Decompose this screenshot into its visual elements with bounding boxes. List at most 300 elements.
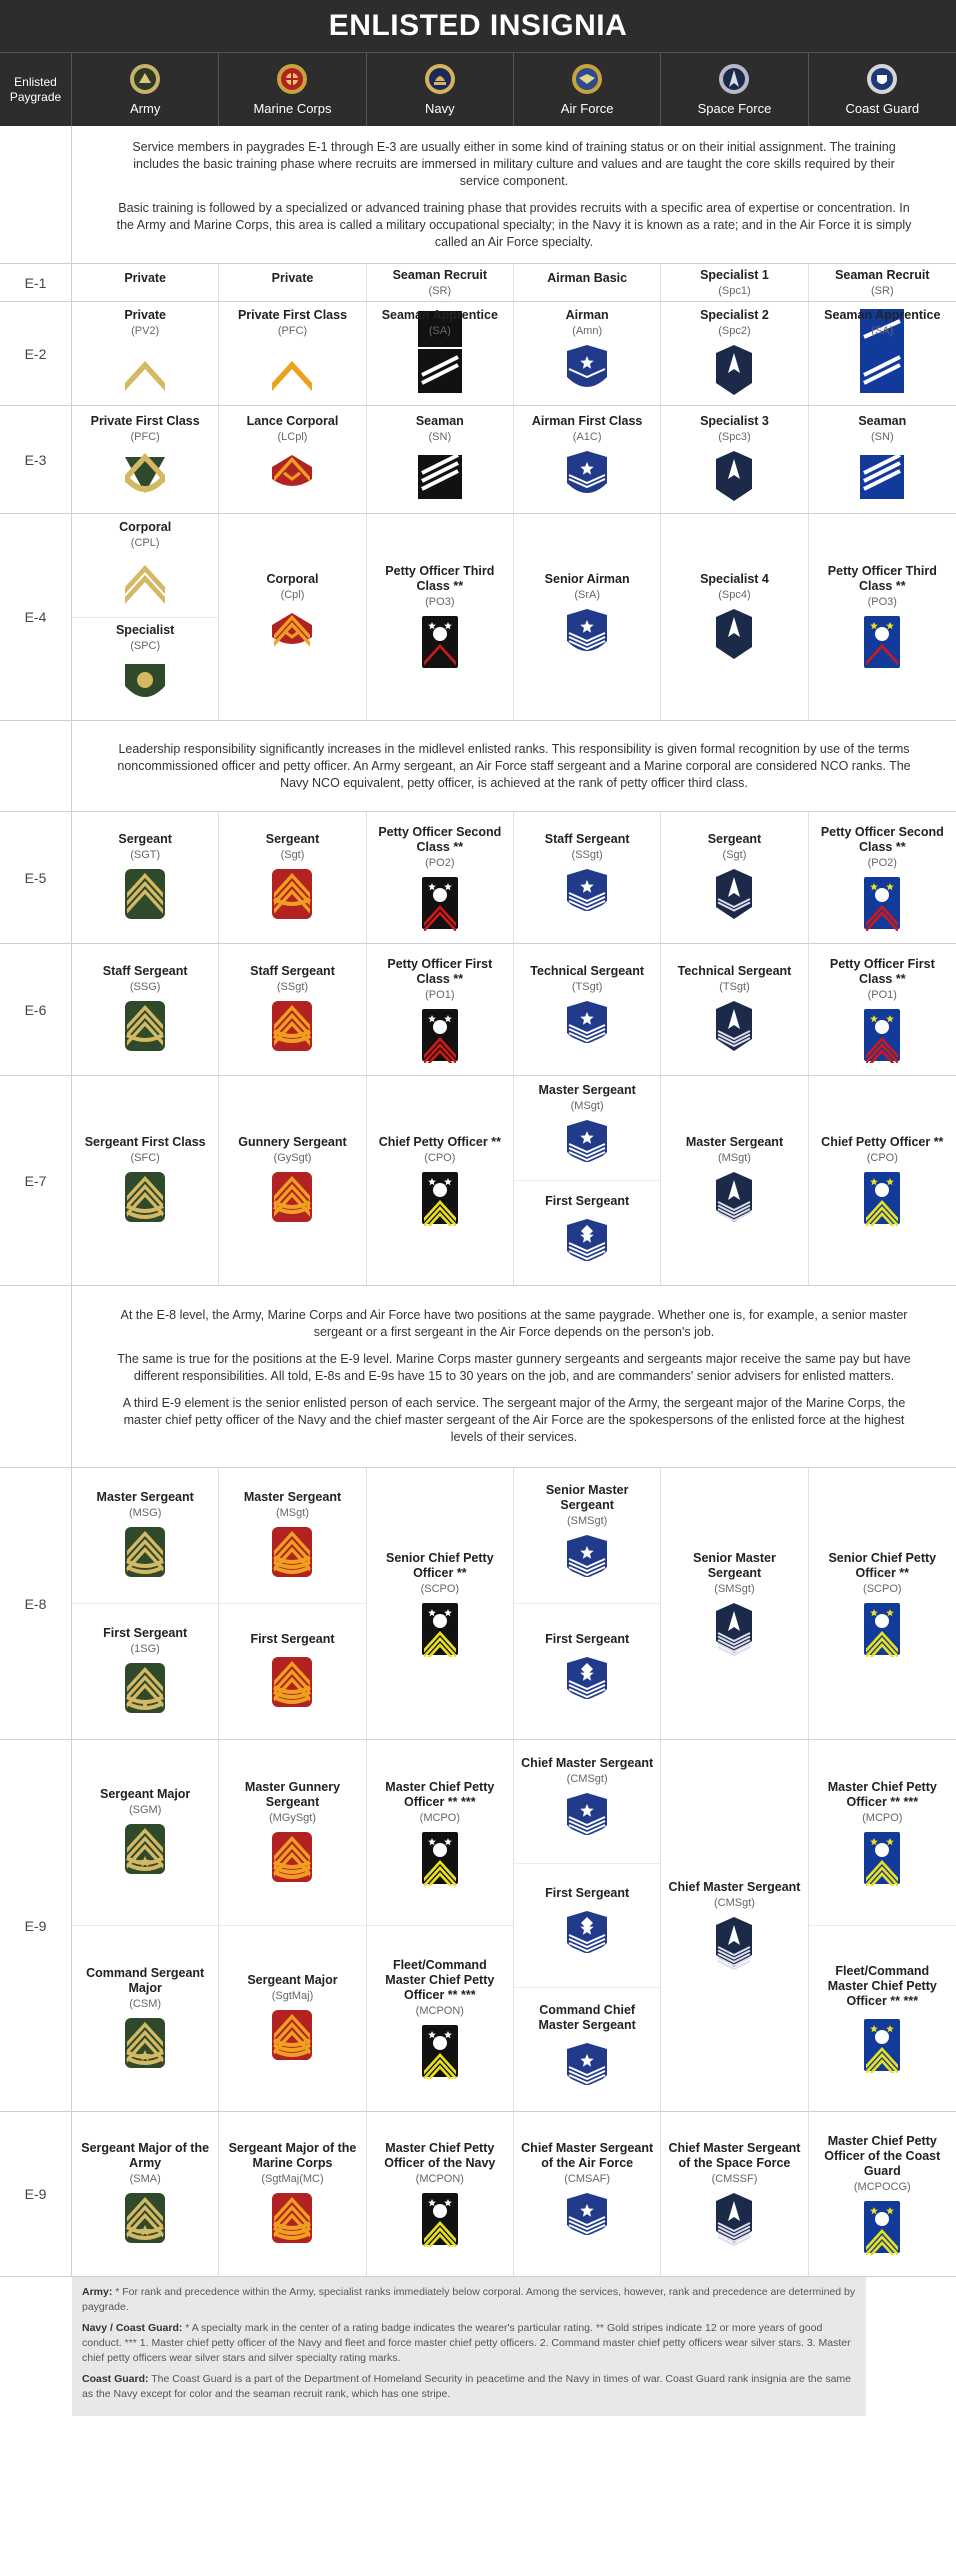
rank-column xyxy=(661,264,808,301)
rank-cell xyxy=(219,406,365,513)
rank-abbreviation: (MSG) xyxy=(128,1507,162,1519)
rank-cell xyxy=(809,812,956,943)
army-rank-insignia-icon xyxy=(121,449,169,505)
rank-abbreviation: (TSgt) xyxy=(719,981,750,993)
rank-column xyxy=(219,514,366,720)
rank-abbreviation: (SSgt) xyxy=(571,849,603,861)
coast-guard-rank-insignia-icon xyxy=(858,1007,906,1063)
navy-rank-insignia-icon xyxy=(416,343,464,399)
note-paragraph: The same is true for the positions at the E-9 level. Marine Corps master gunnery sergeants and sergeants major receive the same pay but have different responsibilities. All told, E-8s and E-9s have 15 to 30 years on the job, and are commanders' senior advisers for enlisted matters. xyxy=(117,1352,911,1383)
air-force-rank-insignia-icon xyxy=(563,449,611,505)
rank-abbreviation: (PFC) xyxy=(130,431,160,443)
rank-column xyxy=(72,2112,219,2276)
paygrade-row xyxy=(0,944,956,1076)
rank-abbreviation: (PV2) xyxy=(131,325,160,337)
rank-column xyxy=(219,1076,366,1285)
space-force-rank-insignia-icon xyxy=(710,2191,758,2247)
army-rank-insignia-icon xyxy=(121,555,169,611)
rank-abbreviation: (MCPON) xyxy=(415,2005,464,2017)
paygrade-label: E-2 xyxy=(0,302,72,405)
rank-name: Staff Sergeant xyxy=(102,964,188,978)
rank-cell xyxy=(72,1925,218,2111)
army-rank-insignia-icon xyxy=(121,1170,169,1226)
paygrade-header: Enlisted Paygrade xyxy=(0,53,72,126)
rank-name: Lance Corporal xyxy=(246,414,339,428)
rank-column xyxy=(809,1740,956,2111)
rank-name: Airman Basic xyxy=(547,271,628,285)
rank-column xyxy=(809,944,956,1075)
rank-column xyxy=(661,812,808,943)
rank-name: Gunnery Sergeant xyxy=(238,1135,347,1149)
rank-name: First Sergeant xyxy=(103,1626,188,1640)
paygrade-row xyxy=(0,302,956,406)
army-rank-insignia-icon xyxy=(121,999,169,1055)
rank-column xyxy=(661,302,808,405)
rank-name: Chief Master Sergeant of the Air Force xyxy=(521,2141,654,2170)
rank-cell xyxy=(219,1076,365,1285)
rank-name: Specialist 2 xyxy=(700,308,769,322)
rank-column xyxy=(367,2112,514,2276)
rank-column xyxy=(514,406,661,513)
rank-name: Sergeant First Class xyxy=(84,1135,206,1149)
navy-rank-insignia-icon xyxy=(416,1830,464,1886)
rank-name: Corporal xyxy=(119,519,172,534)
rank-abbreviation: (Sgt) xyxy=(722,849,747,861)
space-force-rank-insignia-icon xyxy=(710,999,758,1055)
rank-abbreviation: (CMSgt) xyxy=(566,1773,608,1785)
rank-cell xyxy=(72,1740,218,1925)
rank-abbreviation: (SA) xyxy=(871,325,894,337)
rank-column xyxy=(219,1740,366,2111)
rank-cell xyxy=(72,406,218,513)
marine-corps-seal-icon xyxy=(276,63,308,95)
rank-name: Petty Officer Second Class ** xyxy=(820,824,944,854)
rank-cell xyxy=(809,1925,956,2111)
note-paragraph: A third E-9 element is the senior enlisted person of each service. The sergeant major of the Army, the sergeant major of the Marine Corps, the master chief petty officer of the Navy and the chief master sergeant of the Air Force are the spokespersons of the enlisted force at the highest levels of their services. xyxy=(122,1396,906,1444)
rank-cell xyxy=(514,514,660,720)
rank-cell xyxy=(514,812,660,943)
rank-column xyxy=(809,264,956,301)
paygrade-label: E-4 xyxy=(0,514,72,720)
rank-abbreviation: (SSG) xyxy=(129,981,161,993)
paygrade-row xyxy=(0,1468,956,1740)
rank-column xyxy=(367,302,514,405)
rank-abbreviation: (PO1) xyxy=(425,988,455,1001)
paygrade-row xyxy=(0,2112,956,2277)
rank-cell xyxy=(809,406,956,513)
service-coast-guard xyxy=(809,53,956,126)
rank-abbreviation: (GySgt) xyxy=(273,1152,312,1164)
rank-abbreviation: (SrA) xyxy=(574,588,600,601)
paygrade-label: E-5 xyxy=(0,812,72,943)
rank-abbreviation: (Cpl) xyxy=(280,588,305,601)
rank-abbreviation: (SMSgt) xyxy=(714,1582,755,1595)
rank-name: Seaman xyxy=(858,414,907,428)
rank-name: Petty Officer Third Class ** xyxy=(827,564,937,593)
army-rank-insignia-icon xyxy=(121,343,169,399)
paygrade-label: E-7 xyxy=(0,1076,72,1285)
section-note xyxy=(0,721,956,812)
column-header xyxy=(0,52,956,126)
footnote-navy-coast-guard: Navy / Coast Guard: * A specialty mark in the center of a rating badge indicates the wearer's particular rating. ** Gold stripes indicate 12 or more years of good conduct. *** 1. Master chief petty officer of the Navy and fleet and force master chief petty officers. 2. Command master chief petty officers wear silver stars. 3. Master chief petty officers wear silver stars and silver specialty rating marks. xyxy=(82,2322,851,2364)
note-paragraph: At the E-8 level, the Army, Marine Corps and Air Force have two positions at the same paygrade. Whether one is, for example, a senior master sergeant or a first sergeant in the Air Force depends on the person's job. xyxy=(120,1308,908,1339)
marine-rank-insignia-icon xyxy=(268,1655,316,1711)
rank-cell xyxy=(809,302,956,405)
rank-abbreviation: (SR) xyxy=(871,285,894,297)
rank-cell xyxy=(219,944,365,1075)
rank-name: Chief Petty Officer ** xyxy=(821,1135,944,1149)
rank-abbreviation: (PO3) xyxy=(867,596,897,608)
rank-abbreviation: (SMA) xyxy=(129,2173,161,2185)
rank-cell xyxy=(809,1468,956,1739)
footnote-army: Army: * For rank and precedence within the Army, specialist ranks immediately below corporal. Among the services, however, rank and precedence are determined by paygrade. xyxy=(82,2286,856,2313)
rank-column xyxy=(514,2112,661,2276)
air-force-rank-insignia-icon xyxy=(563,1533,611,1589)
rank-cell xyxy=(661,264,807,307)
rank-cell xyxy=(661,2112,807,2276)
rank-name: Sergeant xyxy=(265,832,320,846)
rank-name: Seaman Apprentice xyxy=(381,308,498,322)
rank-column xyxy=(809,514,956,720)
rank-name: Petty Officer Third Class ** xyxy=(385,564,495,593)
rank-cell xyxy=(72,2112,218,2276)
rank-abbreviation: (1SG) xyxy=(130,1643,160,1655)
rank-abbreviation: (SGM) xyxy=(128,1804,162,1816)
rank-name: First Sergeant xyxy=(250,1632,335,1646)
rank-abbreviation: (CPO) xyxy=(866,1152,898,1164)
rank-column xyxy=(661,1468,808,1739)
rank-name: Private First Class xyxy=(237,308,348,322)
rank-column xyxy=(809,406,956,513)
service-label: Air Force xyxy=(560,101,614,116)
note-text xyxy=(72,721,956,811)
army-seal-icon xyxy=(129,63,161,95)
rank-name: Master Sergeant xyxy=(538,1082,636,1097)
service-air-force xyxy=(514,53,661,126)
rank-abbreviation: (MCPO) xyxy=(862,1811,903,1824)
rank-name: Technical Sergeant xyxy=(530,964,644,978)
rank-cell xyxy=(514,302,660,405)
coast-guard-rank-insignia-icon xyxy=(858,875,906,931)
rank-cell xyxy=(72,264,218,301)
army-rank-insignia-icon xyxy=(121,658,169,714)
space-force-rank-insignia-icon xyxy=(710,607,758,663)
rank-cell xyxy=(219,2112,365,2276)
rank-column xyxy=(809,2112,956,2276)
rank-cell xyxy=(367,1468,513,1739)
rank-name: Master Sergeant xyxy=(243,1490,342,1504)
rank-cell xyxy=(219,302,365,405)
rank-column xyxy=(219,264,366,301)
navy-rank-insignia-icon xyxy=(416,2023,464,2079)
rank-cell xyxy=(72,302,218,405)
rank-name: Master Chief Petty Officer of the Navy xyxy=(384,2141,496,2170)
rank-name: Specialist xyxy=(115,623,175,638)
coast-guard-rank-insignia-icon xyxy=(858,449,906,505)
rank-abbreviation: (PO2) xyxy=(867,856,897,869)
rank-name: Senior Master Sergeant xyxy=(545,1482,629,1512)
marine-rank-insignia-icon xyxy=(268,2008,316,2064)
rank-cell xyxy=(661,406,807,513)
rank-name: Seaman Apprentice xyxy=(824,308,941,322)
section-note xyxy=(0,1286,956,1468)
rank-column xyxy=(514,812,661,943)
coast-guard-seal-icon xyxy=(866,63,898,95)
coast-guard-rank-insignia-icon xyxy=(858,614,906,670)
rank-abbreviation: (Spc3) xyxy=(718,431,751,443)
note-paragraph: Leadership responsibility significantly increases in the midlevel enlisted ranks. This responsibility is given formal recognition by use of the terms noncommissioned officer and petty officer. An Army sergeant, an Air Force staff sergeant and a Marine corporal are considered NCO ranks. The Navy NCO equivalent, petty officer, is achieved at the rank of petty officer third class. xyxy=(117,741,911,790)
service-army xyxy=(72,53,219,126)
air-force-rank-insignia-icon xyxy=(563,1655,611,1711)
air-force-rank-insignia-icon xyxy=(563,1909,611,1965)
rank-name: Master Chief Petty Officer ** *** xyxy=(385,1779,495,1809)
navy-rank-insignia-icon xyxy=(416,2191,464,2247)
rank-name: Petty Officer First Class ** xyxy=(829,956,935,986)
rank-column xyxy=(367,1076,514,1285)
rank-abbreviation: (SgtMaj(MC) xyxy=(261,2173,324,2185)
rank-abbreviation: (MSgt) xyxy=(717,1152,751,1164)
coast-guard-rank-insignia-icon xyxy=(858,2199,906,2255)
army-rank-insignia-icon xyxy=(121,1661,169,1717)
coast-guard-rank-insignia-icon xyxy=(858,2017,906,2073)
paygrade-row xyxy=(0,812,956,944)
service-marine-corps xyxy=(219,53,366,126)
air-force-rank-insignia-icon xyxy=(563,1791,611,1847)
note-text xyxy=(72,126,956,263)
rank-cell xyxy=(367,2112,513,2276)
air-force-rank-insignia-icon xyxy=(563,1118,611,1174)
rank-abbreviation: (MCPO) xyxy=(419,1811,460,1824)
paygrade-row xyxy=(0,1076,956,1286)
rank-abbreviation: (Spc1) xyxy=(718,285,751,297)
air-force-rank-insignia-icon xyxy=(563,2191,611,2247)
paygrade-label: E-8 xyxy=(0,1468,72,1739)
marine-rank-insignia-icon xyxy=(268,607,316,663)
rank-abbreviation: (LCpl) xyxy=(277,431,308,443)
rank-cell xyxy=(809,944,956,1075)
rank-abbreviation: (SFC) xyxy=(130,1152,160,1164)
space-force-rank-insignia-icon xyxy=(710,343,758,399)
rank-abbreviation: (Amn) xyxy=(572,325,603,337)
rank-name: Master Sergeant xyxy=(96,1490,194,1504)
rank-column xyxy=(72,1740,219,2111)
rank-cell xyxy=(514,1987,660,2111)
rank-abbreviation: (SN) xyxy=(428,431,452,443)
rank-cell xyxy=(661,944,807,1075)
rank-name: Chief Master Sergeant xyxy=(668,1880,801,1894)
rank-column xyxy=(72,264,219,301)
rank-abbreviation: (SgtMaj) xyxy=(271,1990,314,2002)
rank-cell xyxy=(219,1468,365,1603)
rank-column xyxy=(367,812,514,943)
rank-cell xyxy=(219,812,365,943)
rank-column xyxy=(514,944,661,1075)
rank-name: Corporal xyxy=(266,571,319,586)
rank-column xyxy=(809,1468,956,1739)
rank-name: Petty Officer First Class ** xyxy=(387,956,493,986)
rank-name: Specialist 3 xyxy=(700,414,769,428)
footnote-coast-guard: Coast Guard: The Coast Guard is a part of the Department of Homeland Security in peacetime and the Navy in times of war. Coast Guard rank insignia are the same as the Navy except for color and the seaman recruit rank, which has one stripe. xyxy=(82,2373,852,2400)
air-force-rank-insignia-icon xyxy=(563,2041,611,2097)
paygrade-row xyxy=(0,264,956,302)
rank-cell xyxy=(219,514,365,720)
rank-name: Master Chief Petty Officer of the Coast Guard xyxy=(824,2133,941,2178)
rank-cell xyxy=(367,812,513,943)
rank-column xyxy=(514,302,661,405)
rank-name: Command Chief Master Sergeant xyxy=(538,2002,636,2032)
space-force-rank-insignia-icon xyxy=(710,449,758,505)
navy-rank-insignia-icon xyxy=(416,1007,464,1063)
marine-rank-insignia-icon xyxy=(268,1170,316,1226)
rank-name: Fleet/Command Master Chief Petty Officer ** *** xyxy=(385,1958,495,2002)
rank-abbreviation: (PFC) xyxy=(277,325,308,337)
rank-cell xyxy=(661,1468,807,1739)
rank-name: Petty Officer Second Class ** xyxy=(378,824,502,854)
rank-abbreviation: (SCPO) xyxy=(420,1582,460,1595)
rank-cell xyxy=(219,1740,365,1925)
rank-name: Sergeant Major xyxy=(247,1973,338,1987)
coast-guard-rank-insignia-icon xyxy=(858,1830,906,1886)
rank-abbreviation: (MCPON) xyxy=(415,2173,464,2185)
rank-name: Private First Class xyxy=(90,414,200,428)
service-space-force xyxy=(661,53,808,126)
rank-abbreviation: (MSgt) xyxy=(570,1099,604,1112)
paygrade-label: E-6 xyxy=(0,944,72,1075)
rank-cell xyxy=(514,264,660,301)
rank-column xyxy=(367,1468,514,1739)
rank-column xyxy=(367,1740,514,2111)
air-force-rank-insignia-icon xyxy=(563,607,611,663)
rank-abbreviation: (SSgt) xyxy=(276,981,309,993)
coast-guard-rank-insignia-icon xyxy=(858,1601,906,1657)
rank-name: Master Sergeant xyxy=(685,1135,784,1149)
rank-cell xyxy=(367,1925,513,2111)
rank-cell xyxy=(514,1740,660,1863)
rank-name: Sergeant xyxy=(118,832,172,846)
navy-rank-insignia-icon xyxy=(416,1601,464,1657)
rank-column xyxy=(514,264,661,301)
rank-cell xyxy=(72,514,218,617)
rank-column xyxy=(514,514,661,720)
rank-column xyxy=(661,2112,808,2276)
rank-cell xyxy=(72,1468,218,1603)
rank-name: Sergeant Major of the Army xyxy=(81,2141,210,2170)
space-force-rank-insignia-icon xyxy=(710,1170,758,1226)
rank-abbreviation: (MSgt) xyxy=(275,1507,309,1519)
army-rank-insignia-icon xyxy=(121,1525,169,1581)
rank-column xyxy=(367,514,514,720)
rank-column xyxy=(514,1468,661,1739)
rank-name: First Sergeant xyxy=(545,1886,630,1900)
space-force-rank-insignia-icon xyxy=(710,1601,758,1657)
paygrade-row xyxy=(0,1740,956,2112)
rank-name: Sergeant xyxy=(707,832,762,846)
marine-rank-insignia-icon xyxy=(268,867,316,923)
rank-cell xyxy=(72,617,218,721)
rank-cell xyxy=(514,1603,660,1739)
rank-abbreviation: (PO3) xyxy=(425,596,455,608)
rank-column xyxy=(367,406,514,513)
rank-abbreviation: (CPL) xyxy=(130,536,160,549)
rank-column xyxy=(367,944,514,1075)
rank-name: Technical Sergeant xyxy=(677,964,792,978)
rank-column xyxy=(72,1468,219,1739)
service-label: Coast Guard xyxy=(845,101,920,116)
rank-column xyxy=(661,1740,808,2111)
coast-guard-rank-insignia-icon xyxy=(858,1170,906,1226)
air-force-rank-insignia-icon xyxy=(563,1217,611,1273)
marine-rank-insignia-icon xyxy=(268,2191,316,2247)
rank-cell xyxy=(661,1740,807,2111)
rank-name: Senior Master Sergeant xyxy=(693,1550,776,1580)
rank-cell xyxy=(809,514,956,720)
rank-abbreviation: (SA) xyxy=(428,325,451,337)
rank-abbreviation: (CPO) xyxy=(424,1152,456,1164)
rank-abbreviation: (A1C) xyxy=(572,431,602,443)
rank-cell xyxy=(72,1076,218,1285)
rank-column xyxy=(661,1076,808,1285)
rank-name: Sergeant Major xyxy=(100,1787,191,1801)
marine-rank-insignia-icon xyxy=(268,999,316,1055)
rank-abbreviation: (CMSSF) xyxy=(711,2173,758,2185)
rank-cell xyxy=(809,1076,956,1285)
rank-cell xyxy=(514,2112,660,2276)
rank-column xyxy=(72,514,219,720)
rank-name: Seaman Recruit xyxy=(392,268,488,282)
marine-rank-insignia-icon xyxy=(268,1525,316,1581)
marine-rank-insignia-icon xyxy=(268,1830,316,1886)
rank-abbreviation: (Spc2) xyxy=(718,325,751,337)
rank-abbreviation: (CMSAF) xyxy=(564,2173,611,2185)
paygrade-label: E-9 xyxy=(0,1740,72,2111)
paygrade-label: E-1 xyxy=(0,264,72,301)
army-rank-insignia-icon xyxy=(121,867,169,923)
navy-rank-insignia-icon xyxy=(416,1170,464,1226)
rank-abbreviation: (PO2) xyxy=(425,856,455,869)
rank-name: Master Chief Petty Officer ** *** xyxy=(827,1779,937,1809)
service-label: Space Force xyxy=(697,101,772,116)
rank-cell xyxy=(367,514,513,720)
rank-column xyxy=(219,2112,366,2276)
rank-name: Sergeant Major of the Marine Corps xyxy=(228,2141,357,2170)
rank-column xyxy=(72,1076,219,1285)
rank-abbreviation: (SMSgt) xyxy=(566,1514,608,1527)
section-note xyxy=(0,126,956,264)
paygrade-label: E-3 xyxy=(0,406,72,513)
rank-name: Senior Chief Petty Officer ** xyxy=(385,1550,494,1580)
rank-column xyxy=(72,406,219,513)
rank-cell xyxy=(514,1180,660,1285)
army-rank-insignia-icon xyxy=(121,2191,169,2247)
rank-name: Staff Sergeant xyxy=(544,832,630,846)
space-force-seal-icon xyxy=(718,63,750,95)
rank-cell xyxy=(661,1076,807,1285)
rank-name: Chief Master Sergeant of the Space Force xyxy=(668,2141,801,2170)
rank-name: Private xyxy=(124,308,167,322)
rank-abbreviation: (SN) xyxy=(871,431,894,443)
rank-abbreviation: (Sgt) xyxy=(280,849,305,861)
rank-name: Fleet/Command Master Chief Petty Officer ** *** xyxy=(827,1964,937,2008)
page-title: ENLISTED INSIGNIA xyxy=(0,0,956,52)
rank-name: Senior Chief Petty Officer ** xyxy=(828,1550,937,1580)
rank-column xyxy=(661,406,808,513)
note-gutter xyxy=(0,126,72,263)
rank-cell xyxy=(219,1603,365,1739)
rank-cell xyxy=(367,1076,513,1285)
rank-name: Master Gunnery Sergeant xyxy=(244,1779,341,1809)
rank-cell xyxy=(514,944,660,1075)
service-label: Marine Corps xyxy=(253,101,332,116)
